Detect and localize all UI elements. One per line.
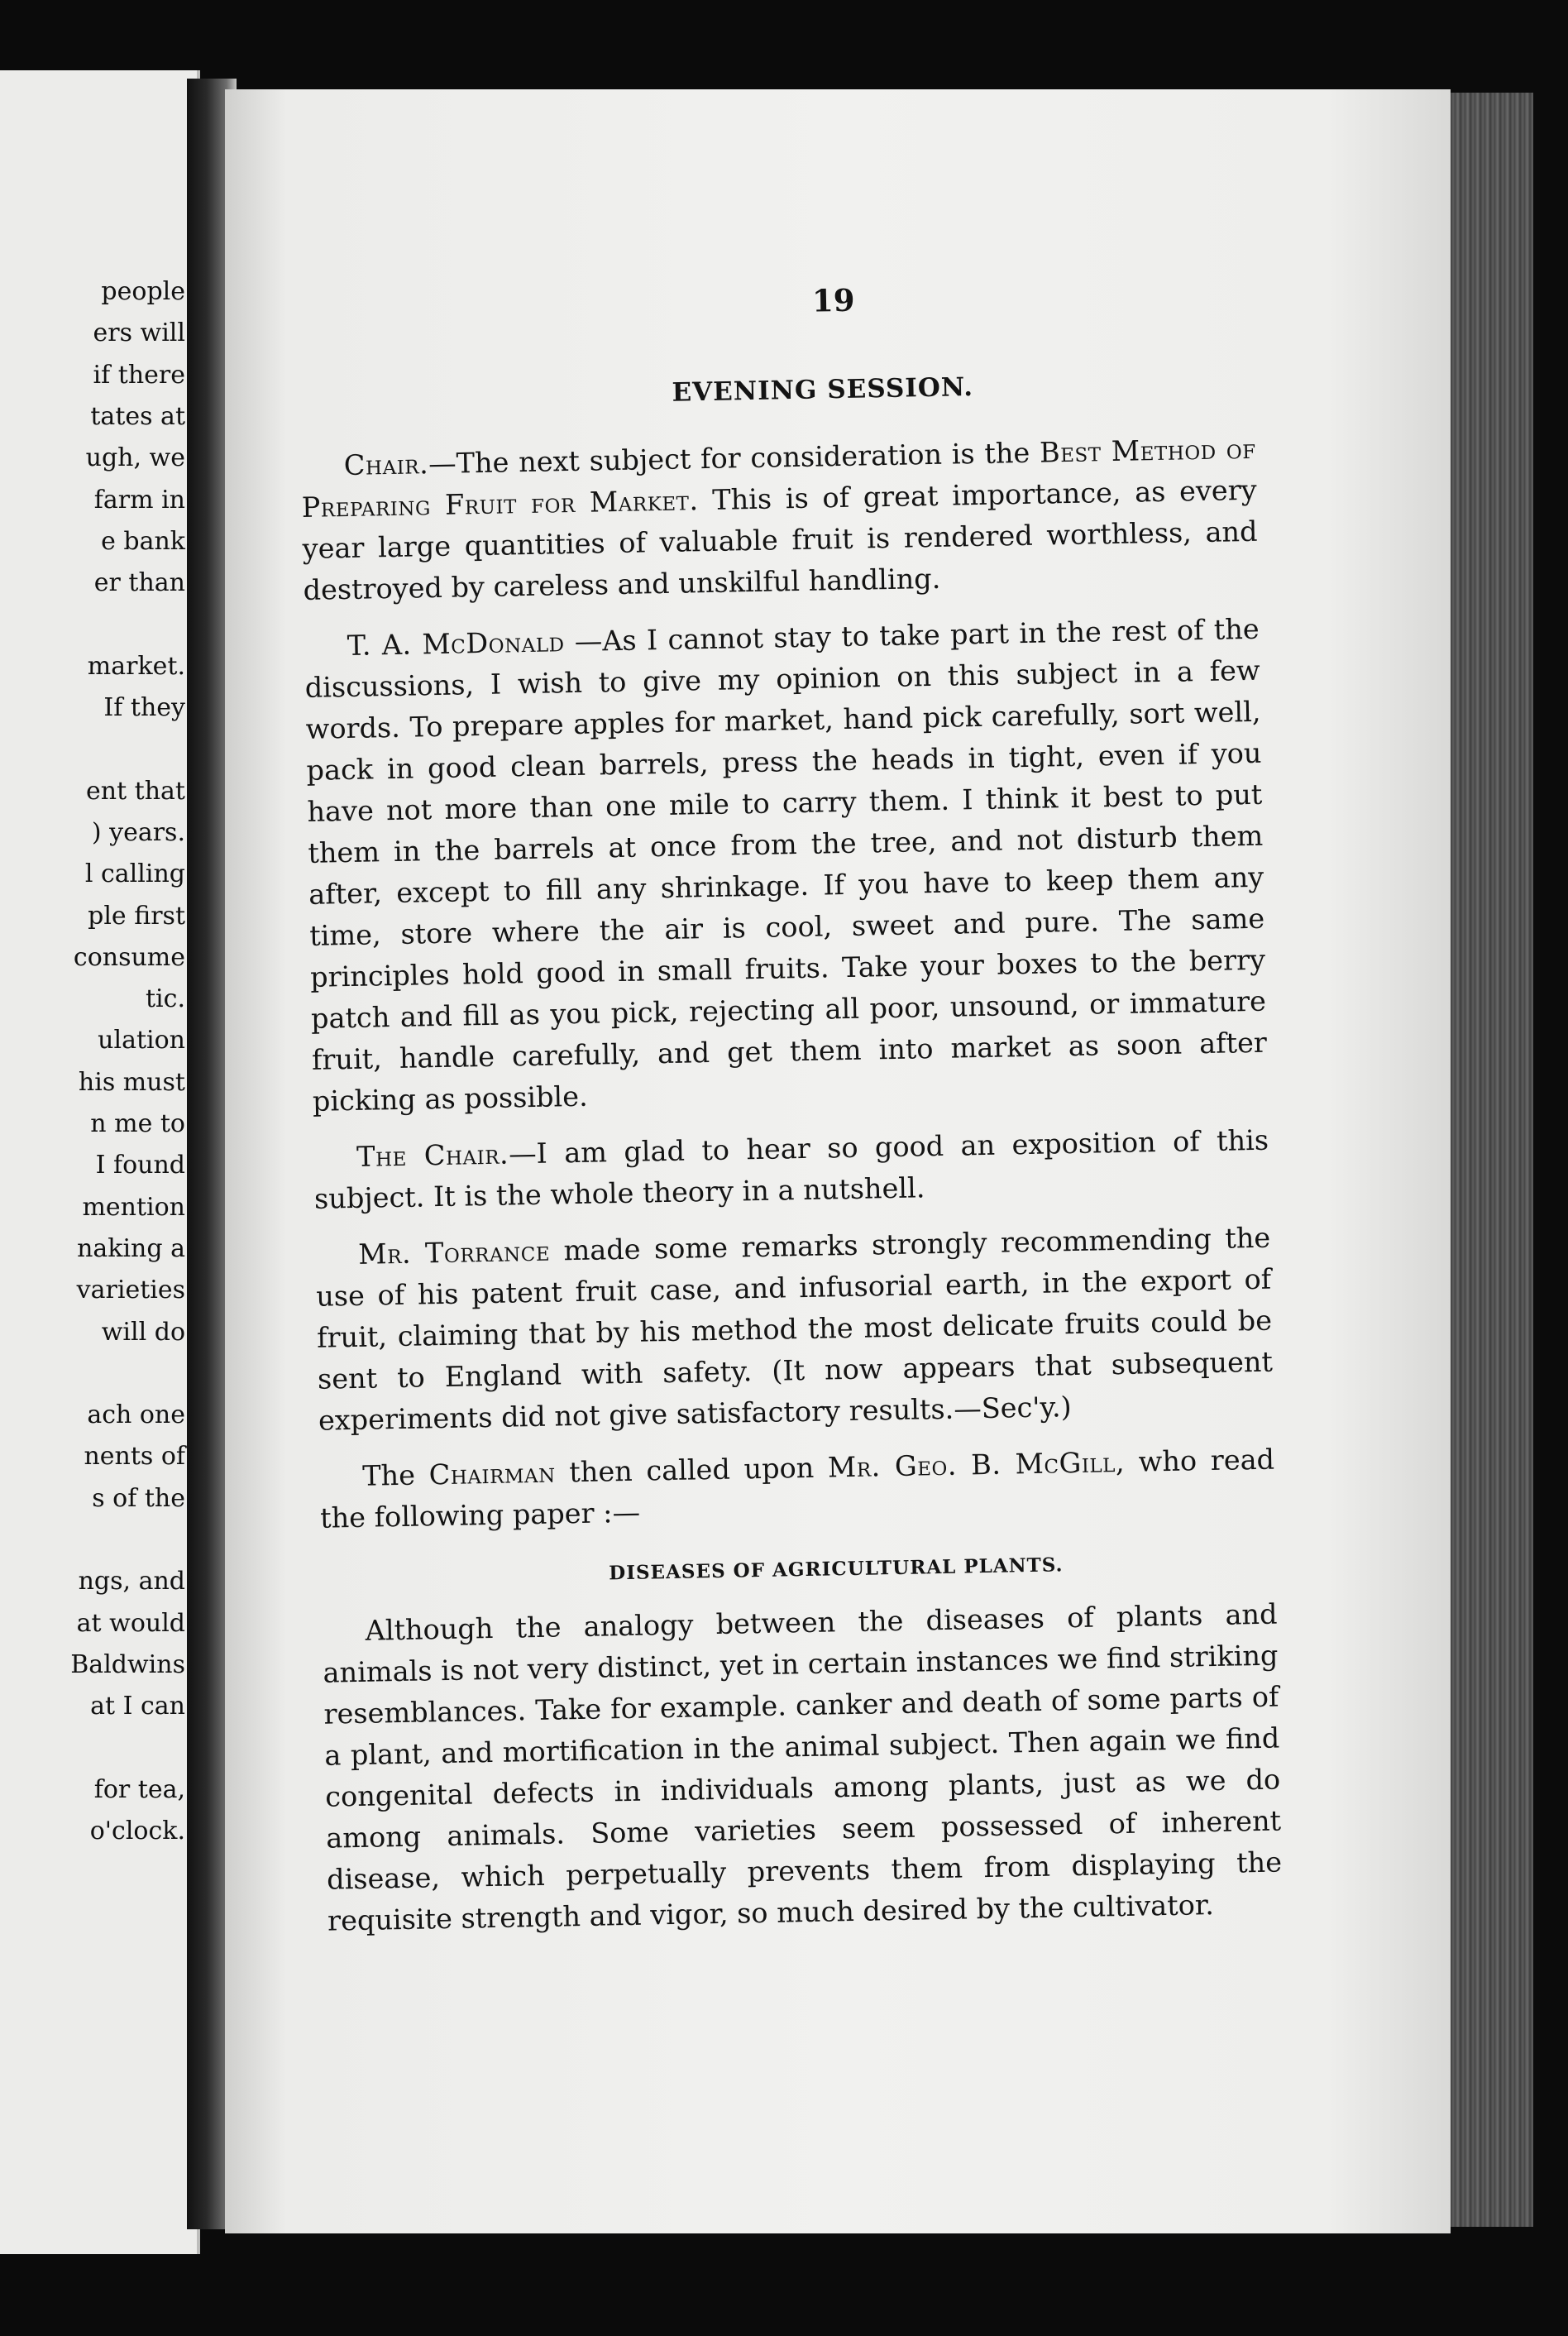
left-page-line: his must	[78, 1067, 185, 1097]
left-page-line: er than	[93, 568, 185, 598]
left-page-fragment	[0, 70, 200, 2254]
left-page-line: ugh, we	[85, 443, 185, 473]
paragraph-text: The	[361, 1458, 430, 1492]
left-page-line: people	[101, 277, 185, 306]
topic-title: Best Method of Preparing Fruit for Market.	[301, 432, 1257, 524]
paragraph-text: then called upon	[555, 1451, 829, 1489]
left-page-line: ngs, and	[78, 1567, 185, 1596]
main-page	[225, 89, 1451, 2233]
left-page-line: ach one	[87, 1400, 185, 1430]
left-page-line: at would	[76, 1608, 185, 1638]
left-page-line: ers will	[93, 318, 185, 348]
left-page-line: at I can	[90, 1692, 185, 1721]
paragraph-mcdonald	[304, 609, 1268, 1123]
left-page-line: nents of	[84, 1442, 185, 1472]
left-page-line: if there	[93, 360, 185, 390]
left-page-line: s of the	[92, 1483, 185, 1513]
speaker-name: Chair.	[343, 448, 429, 482]
speaker-name: Mr. Geo. B. McGill,	[827, 1445, 1126, 1484]
left-page-line: will do	[101, 1317, 185, 1347]
speaker-name: Mr. Torrance	[357, 1234, 551, 1271]
left-page-line: o'clock.	[89, 1817, 185, 1846]
left-page-line: ulation	[98, 1026, 185, 1056]
paragraph-text: This is of great importance, as every year large quantities of valuable fruit is rendered worthless, and destroyed by careless and unskilful handling.	[302, 473, 1258, 606]
left-page-line: ) years.	[91, 817, 185, 847]
left-page-line: ent that	[86, 776, 185, 806]
paragraph-text: —I am glad to hear so good an exposition of this subject. It is the whole theory in a nutshell.	[313, 1123, 1269, 1215]
left-page-line: tic.	[146, 984, 185, 1014]
paragraph-chair-reply	[313, 1120, 1270, 1220]
left-page-line: tates at	[90, 401, 185, 431]
left-page-line: If they	[103, 693, 185, 722]
left-page-line: farm in	[93, 485, 185, 515]
speaker-name: The Chair.	[356, 1137, 509, 1173]
left-page-line: consume	[73, 942, 185, 972]
paragraph-chair-intro	[300, 428, 1258, 611]
left-page-line: varieties	[76, 1276, 185, 1305]
left-page-line: Baldwins	[70, 1649, 185, 1679]
left-page-line: l calling	[84, 859, 185, 889]
left-page-line: mention	[82, 1192, 185, 1222]
left-page-line: for tea,	[93, 1774, 185, 1804]
page-content	[298, 275, 1284, 1957]
paragraph-torrance	[315, 1218, 1274, 1442]
speaker-name: Chairman	[428, 1456, 556, 1491]
paragraph-paper-body: Although the analogy between the diseases of plants and animals is not very distinct, yet in certain instances we find striking resemblances. Take for example. canker and death of some parts of a plant, and mortification in the animal subject. Then again we find congenital defects in individuals among plants, just as we do among animals. Some varieties seem possessed of inherent disease, which perpetually prevents them from displaying the requisite strength and vigor, so much desired by the cultivator.	[323, 1597, 1283, 1937]
left-page-line: ple first	[88, 901, 185, 931]
section-heading: EVENING SESSION.	[672, 372, 974, 408]
paragraph-chairman-intro	[319, 1439, 1276, 1539]
speaker-name: T. A. McDonald	[347, 625, 565, 662]
left-page-line: naking a	[77, 1233, 185, 1263]
paragraph-text: who read the following paper :—	[319, 1443, 1275, 1534]
left-page-line: I found	[95, 1151, 185, 1180]
page-number: 19	[811, 281, 855, 319]
paper-heading: DISEASES OF AGRICULTURAL PLANTS.	[608, 1553, 1064, 1585]
paragraph-text: made some remarks strongly recommending the use of his patent fruit case, and infusorial earth, in the export of fruit, claiming that by his method the most delicate fruits could be sent to England with safety. (It now appears that subsequent experiments did not give satisfactory results.—Sec'y.)	[315, 1221, 1274, 1437]
left-page-line: n me to	[90, 1109, 185, 1138]
left-page-line: market.	[87, 651, 185, 681]
paragraph-text: —The next subject for consideration is the	[428, 436, 1040, 481]
paragraph-text: —As I cannot stay to take part in the rest of the discussions, I wish to give my opinion on this subject in a few words. To prepare apples for market, hand pick carefully, sort well, pack in good clean barrels, press the heads in tight, even if you have not more than one mile to carry them. I think it best to put them in the barrels at once from the tree, and not disturb them after, except to fill any shrinkage. If you have to keep them any time, store where the air is cool, sweet and pure. The same principles hold good in small fruits. Take your boxes to the berry patch and fill as you pick, rejecting all poor, unsound, or immature fruit, handle carefully, and get them into market as soon after picking as possible.	[304, 612, 1268, 1118]
left-page-line: e bank	[101, 526, 185, 556]
